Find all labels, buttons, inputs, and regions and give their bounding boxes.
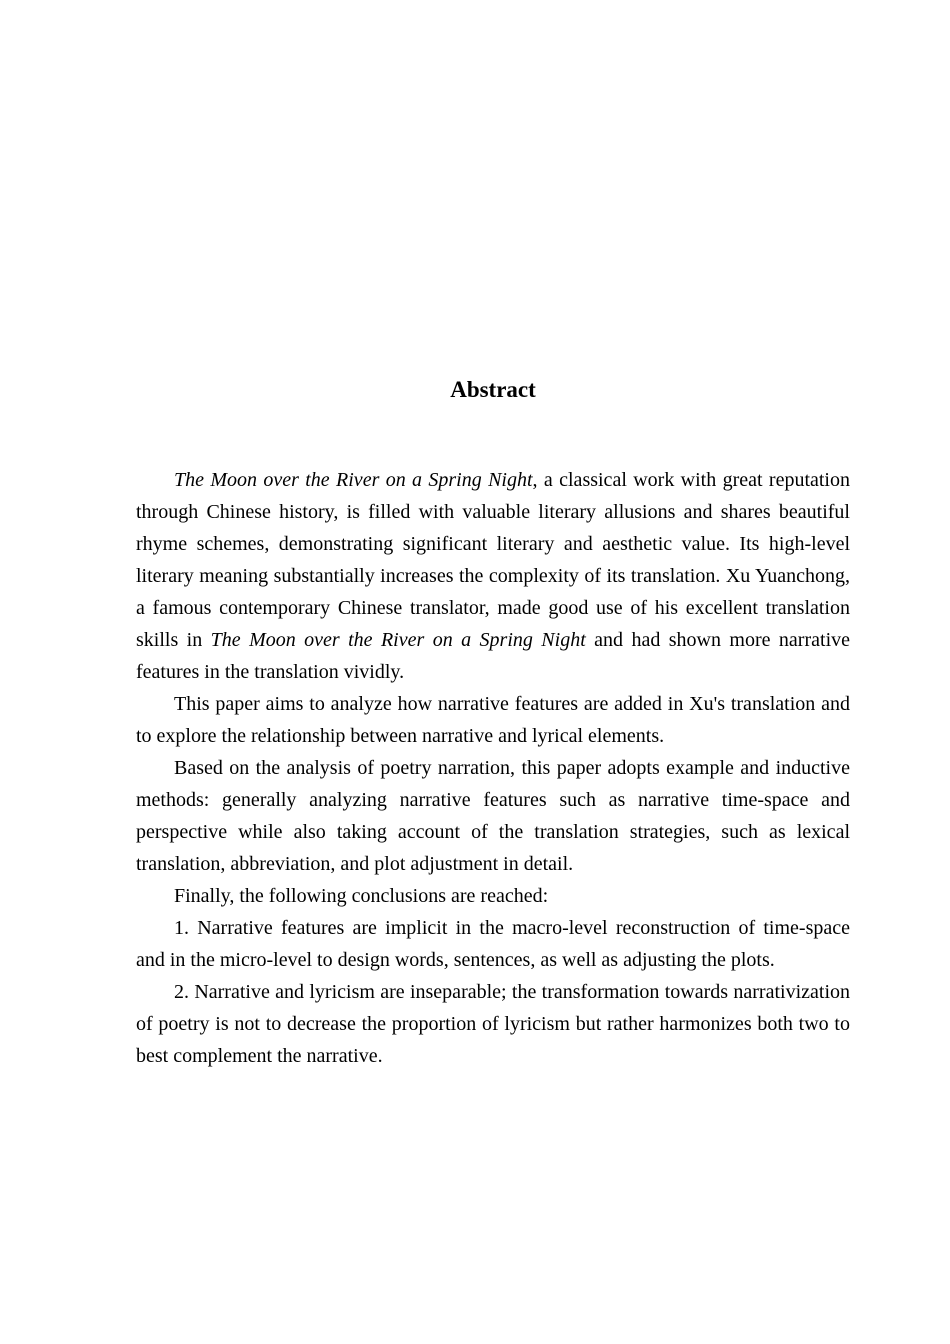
abstract-heading: Abstract — [450, 377, 536, 402]
conclusion-item-1: 1. Narrative features are implicit in the macro-level reconstruction of time-space and in the micro-level to design words, sentences, as well as adjusting the plots. — [136, 917, 850, 971]
work-title: The Moon over the River on a Spring Night — [210, 629, 586, 651]
abstract-paragraph-1 — [136, 464, 850, 688]
abstract-paragraph-4: Finally, the following conclusions are reached: — [174, 885, 549, 907]
abstract-paragraph-3: Based on the analysis of poetry narration, this paper adopts example and inductive methods: generally analyzing narrative features such as narrative time-space and perspective while also taking account of the translation strategies, such as lexical translation, abbreviation, and plot adjustment in detail. — [136, 757, 850, 875]
work-title: The Moon over the River on a Spring Night — [174, 469, 533, 491]
abstract-body — [136, 464, 850, 1072]
paragraph-text: and had shown more narrative features in the translation vividly. — [136, 629, 850, 683]
paragraph-text: , a classical work with great reputation through Chinese history, is filled with valuable literary allusions and shares beautiful rhyme schemes, demonstrating significant literary and aesthetic value. Its high-level literary meaning substantially increases the complexity of its translation. Xu Yuanchong, a famous contemporary Chinese translator, made good use of his excellent translation skills in — [136, 469, 850, 651]
conclusion-item-2: 2. Narrative and lyricism are inseparable; the transformation towards narrativization of poetry is not to decrease the proportion of lyricism but rather harmonizes both two to best complement the narrative. — [136, 981, 850, 1067]
abstract-paragraph-2: This paper aims to analyze how narrative features are added in Xu's translation and to explore the relationship between narrative and lyrical elements. — [136, 693, 850, 747]
